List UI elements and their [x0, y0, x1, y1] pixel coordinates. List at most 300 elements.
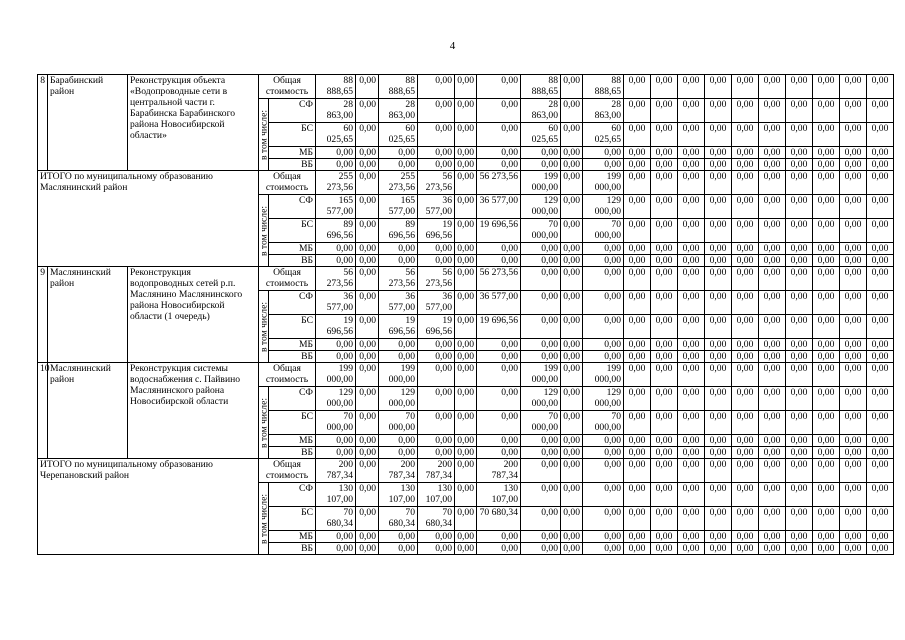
value-cell: 0,00	[418, 123, 455, 147]
value-cell: 0,00	[705, 291, 732, 315]
value-cell: 0,00	[759, 447, 786, 459]
value-cell: 0,00	[624, 147, 651, 159]
value-cell: 0,00	[356, 171, 379, 195]
value-cell: 0,00	[624, 447, 651, 459]
value-cell: 0,00	[379, 531, 418, 543]
value-cell: 0,00	[651, 435, 678, 447]
value-cell: 0,00	[561, 291, 583, 315]
value-cell: 0,00	[867, 387, 894, 411]
value-cell: 0,00	[840, 243, 867, 255]
value-cell: 0,00	[583, 315, 624, 339]
value-cell: 0,00	[356, 147, 379, 159]
value-cell: 0,00	[521, 267, 561, 291]
value-cell: 0,00	[455, 363, 477, 387]
value-cell: 0,00	[583, 291, 624, 315]
value-cell: 0,00	[678, 507, 705, 531]
value-cell: 0,00	[561, 339, 583, 351]
value-cell: 0,00	[455, 531, 477, 543]
value-cell: 0,00	[759, 315, 786, 339]
value-cell: 19 696,56	[418, 219, 455, 243]
value-cell: 0,00	[759, 255, 786, 267]
value-cell: 0,00	[813, 531, 840, 543]
value-cell: 0,00	[705, 531, 732, 543]
value-cell: 0,00	[867, 243, 894, 255]
value-cell: 0,00	[867, 447, 894, 459]
value-cell: 0,00	[705, 315, 732, 339]
value-cell: 0,00	[840, 411, 867, 435]
value-cell: 70 000,00	[521, 219, 561, 243]
value-cell: 0,00	[455, 267, 477, 291]
value-cell: 28 863,00	[583, 99, 624, 123]
source-label-sf: СФ	[269, 99, 316, 123]
value-cell: 0,00	[732, 351, 759, 363]
value-cell: 0,00	[624, 363, 651, 387]
value-cell: 0,00	[840, 339, 867, 351]
value-cell: 0,00	[732, 147, 759, 159]
value-cell: 199 000,00	[583, 363, 624, 387]
value-cell: 0,00	[759, 435, 786, 447]
value-cell: 0,00	[786, 543, 813, 555]
value-cell: 0,00	[561, 243, 583, 255]
value-cell: 0,00	[379, 447, 418, 459]
value-cell: 0,00	[867, 315, 894, 339]
value-cell: 0,00	[477, 147, 521, 159]
value-cell: 0,00	[786, 363, 813, 387]
value-cell: 0,00	[561, 447, 583, 459]
value-cell: 0,00	[678, 75, 705, 99]
value-cell: 0,00	[356, 363, 379, 387]
value-cell: 0,00	[840, 315, 867, 339]
district-name: Барабинский район	[48, 75, 128, 171]
value-cell: 0,00	[705, 507, 732, 531]
value-cell: 0,00	[356, 483, 379, 507]
value-cell: 19 696,56	[379, 315, 418, 339]
value-cell: 0,00	[651, 267, 678, 291]
value-cell: 0,00	[867, 291, 894, 315]
value-cell: 0,00	[867, 159, 894, 171]
value-cell: 0,00	[583, 267, 624, 291]
value-cell: 70 000,00	[583, 219, 624, 243]
value-cell: 0,00	[583, 435, 624, 447]
value-cell: 0,00	[786, 411, 813, 435]
including-label-cell	[259, 291, 269, 363]
value-cell: 0,00	[477, 99, 521, 123]
value-cell: 0,00	[624, 531, 651, 543]
value-cell: 0,00	[759, 159, 786, 171]
value-cell: 0,00	[651, 543, 678, 555]
value-cell: 0,00	[813, 411, 840, 435]
value-cell: 0,00	[651, 219, 678, 243]
value-cell: 0,00	[356, 459, 379, 483]
value-cell: 70 680,34	[379, 507, 418, 531]
value-cell: 0,00	[651, 195, 678, 219]
value-cell: 0,00	[477, 159, 521, 171]
value-cell: 0,00	[840, 123, 867, 147]
value-cell: 0,00	[813, 123, 840, 147]
source-label-vb: ВБ	[269, 351, 316, 363]
value-cell: 0,00	[732, 255, 759, 267]
value-cell: 0,00	[759, 123, 786, 147]
value-cell: 0,00	[583, 147, 624, 159]
value-cell: 199 000,00	[521, 363, 561, 387]
page-number: 4	[449, 40, 456, 52]
value-cell: 0,00	[455, 351, 477, 363]
value-cell: 0,00	[813, 315, 840, 339]
value-cell: 0,00	[759, 267, 786, 291]
value-cell: 0,00	[678, 447, 705, 459]
value-cell: 0,00	[867, 171, 894, 195]
value-cell: 0,00	[786, 507, 813, 531]
value-cell: 0,00	[705, 159, 732, 171]
value-cell: 0,00	[356, 291, 379, 315]
value-cell: 0,00	[786, 435, 813, 447]
value-cell: 165 577,00	[379, 195, 418, 219]
value-cell: 0,00	[759, 75, 786, 99]
value-cell: 0,00	[732, 159, 759, 171]
value-cell: 0,00	[813, 147, 840, 159]
value-cell: 0,00	[840, 459, 867, 483]
source-label-sf: СФ	[269, 195, 316, 219]
value-cell: 0,00	[678, 291, 705, 315]
funding-table	[37, 74, 894, 555]
value-cell: 199 000,00	[316, 363, 356, 387]
value-cell: 0,00	[786, 159, 813, 171]
value-cell: 0,00	[521, 291, 561, 315]
value-cell: 0,00	[786, 267, 813, 291]
value-cell: 70 000,00	[379, 411, 418, 435]
value-cell: 0,00	[521, 543, 561, 555]
value-cell: 88 888,65	[583, 75, 624, 99]
source-label-mb: МБ	[269, 435, 316, 447]
value-cell: 130 107,00	[418, 483, 455, 507]
value-cell: 0,00	[561, 267, 583, 291]
table-row	[38, 459, 894, 483]
value-cell: 0,00	[867, 435, 894, 447]
value-cell: 0,00	[561, 315, 583, 339]
value-cell: 0,00	[455, 255, 477, 267]
value-cell: 0,00	[418, 339, 455, 351]
value-cell: 0,00	[786, 75, 813, 99]
value-cell: 0,00	[477, 363, 521, 387]
value-cell: 0,00	[732, 459, 759, 483]
value-cell: 0,00	[477, 75, 521, 99]
value-cell: 0,00	[455, 195, 477, 219]
value-cell: 129 000,00	[521, 195, 561, 219]
value-cell: 0,00	[624, 351, 651, 363]
value-cell: 0,00	[455, 147, 477, 159]
value-cell: 0,00	[455, 75, 477, 99]
district-name: Маслянинский район	[48, 363, 128, 459]
value-cell: 199 000,00	[583, 171, 624, 195]
value-cell: 0,00	[705, 435, 732, 447]
value-cell: 0,00	[678, 459, 705, 483]
value-cell: 0,00	[316, 447, 356, 459]
value-cell: 0,00	[759, 543, 786, 555]
value-cell: 0,00	[705, 543, 732, 555]
value-cell: 0,00	[379, 435, 418, 447]
value-cell: 0,00	[678, 315, 705, 339]
value-cell: 0,00	[356, 219, 379, 243]
value-cell: 0,00	[583, 159, 624, 171]
value-cell: 130 107,00	[316, 483, 356, 507]
value-cell: 0,00	[651, 123, 678, 147]
value-cell: 0,00	[813, 195, 840, 219]
value-cell: 0,00	[651, 255, 678, 267]
value-cell: 0,00	[705, 123, 732, 147]
value-cell: 0,00	[840, 531, 867, 543]
value-cell: 0,00	[759, 483, 786, 507]
value-cell: 0,00	[418, 363, 455, 387]
value-cell: 0,00	[455, 159, 477, 171]
value-cell: 0,00	[813, 543, 840, 555]
value-cell: 0,00	[678, 147, 705, 159]
value-cell: 0,00	[705, 195, 732, 219]
value-cell: 70 680,34	[316, 507, 356, 531]
value-cell: 0,00	[705, 447, 732, 459]
value-cell: 0,00	[867, 351, 894, 363]
value-cell: 0,00	[624, 219, 651, 243]
value-cell: 0,00	[786, 147, 813, 159]
value-cell: 0,00	[561, 435, 583, 447]
value-cell: 0,00	[356, 543, 379, 555]
value-cell: 130 107,00	[477, 483, 521, 507]
value-cell: 0,00	[813, 267, 840, 291]
value-cell: 0,00	[316, 159, 356, 171]
value-cell: 0,00	[651, 531, 678, 543]
value-cell: 0,00	[759, 243, 786, 255]
value-cell: 0,00	[867, 75, 894, 99]
value-cell: 0,00	[356, 507, 379, 531]
value-cell: 0,00	[418, 99, 455, 123]
value-cell: 0,00	[867, 339, 894, 351]
value-cell: 0,00	[379, 159, 418, 171]
value-cell: 0,00	[561, 531, 583, 543]
value-cell: 88 888,65	[379, 75, 418, 99]
value-cell: 0,00	[583, 459, 624, 483]
value-cell: 0,00	[678, 267, 705, 291]
value-cell: 0,00	[840, 255, 867, 267]
value-cell: 0,00	[705, 411, 732, 435]
value-cell: 0,00	[624, 267, 651, 291]
value-cell: 0,00	[840, 483, 867, 507]
value-cell: 0,00	[561, 483, 583, 507]
value-cell: 0,00	[759, 171, 786, 195]
value-cell: 0,00	[624, 75, 651, 99]
value-cell: 0,00	[705, 483, 732, 507]
value-cell: 0,00	[455, 99, 477, 123]
value-cell: 0,00	[583, 339, 624, 351]
value-cell: 0,00	[356, 315, 379, 339]
value-cell: 0,00	[678, 435, 705, 447]
value-cell: 0,00	[840, 291, 867, 315]
value-cell: 0,00	[867, 123, 894, 147]
value-cell: 0,00	[477, 531, 521, 543]
value-cell: 0,00	[455, 123, 477, 147]
value-cell: 0,00	[561, 75, 583, 99]
value-cell: 0,00	[316, 255, 356, 267]
value-cell: 0,00	[813, 363, 840, 387]
value-cell: 0,00	[651, 411, 678, 435]
value-cell: 36 577,00	[418, 195, 455, 219]
value-cell: 0,00	[732, 531, 759, 543]
value-cell: 0,00	[624, 255, 651, 267]
value-cell: 0,00	[583, 531, 624, 543]
value-cell: 0,00	[356, 411, 379, 435]
value-cell: 0,00	[813, 219, 840, 243]
value-cell: 0,00	[316, 339, 356, 351]
value-cell: 0,00	[624, 243, 651, 255]
value-cell: 0,00	[455, 411, 477, 435]
value-cell: 0,00	[455, 459, 477, 483]
value-cell: 0,00	[705, 339, 732, 351]
source-label-mb: МБ	[269, 531, 316, 543]
value-cell: 0,00	[521, 507, 561, 531]
value-cell: 0,00	[651, 147, 678, 159]
value-cell: 0,00	[356, 387, 379, 411]
value-cell: 0,00	[561, 99, 583, 123]
value-cell: 60 025,65	[316, 123, 356, 147]
value-cell: 56 273,56	[418, 171, 455, 195]
value-cell: 0,00	[477, 243, 521, 255]
value-cell: 0,00	[840, 171, 867, 195]
value-cell: 0,00	[840, 147, 867, 159]
project-name: Реконструкция объекта «Водопроводные сети в центральной части г. Барабинска Барабинского района Новосибирской области»	[128, 75, 259, 171]
source-label-mb: МБ	[269, 339, 316, 351]
value-cell: 0,00	[356, 351, 379, 363]
value-cell: 0,00	[732, 243, 759, 255]
value-cell: 0,00	[786, 483, 813, 507]
value-cell: 19 696,56	[477, 219, 521, 243]
value-cell: 0,00	[477, 447, 521, 459]
value-cell: 0,00	[678, 351, 705, 363]
value-cell: 56 273,56	[379, 267, 418, 291]
project-name: Реконструкция системы водоснабжения с. Пайвино Маслянинского района Новосибирской области	[128, 363, 259, 459]
value-cell: 0,00	[624, 387, 651, 411]
value-cell: 0,00	[786, 99, 813, 123]
value-cell: 0,00	[455, 483, 477, 507]
value-cell: 0,00	[455, 447, 477, 459]
value-cell: 0,00	[759, 195, 786, 219]
value-cell: 0,00	[867, 195, 894, 219]
table-row	[38, 75, 894, 99]
value-cell: 0,00	[477, 435, 521, 447]
source-label-vb: ВБ	[269, 543, 316, 555]
value-cell: 0,00	[732, 435, 759, 447]
value-cell: 0,00	[379, 147, 418, 159]
value-cell: 0,00	[316, 351, 356, 363]
row-number: 8	[38, 75, 48, 171]
value-cell: 0,00	[651, 507, 678, 531]
value-cell: 0,00	[356, 531, 379, 543]
value-cell: 0,00	[786, 447, 813, 459]
value-cell: 0,00	[356, 447, 379, 459]
source-label-vb: ВБ	[269, 255, 316, 267]
value-cell: 0,00	[705, 75, 732, 99]
value-cell: 0,00	[455, 219, 477, 243]
value-cell: 0,00	[732, 543, 759, 555]
value-cell: 0,00	[624, 339, 651, 351]
value-cell: 0,00	[521, 459, 561, 483]
value-cell: 0,00	[521, 351, 561, 363]
value-cell: 70 680,34	[418, 507, 455, 531]
value-cell: 0,00	[678, 243, 705, 255]
value-cell: 0,00	[561, 459, 583, 483]
value-cell: 36 577,00	[477, 291, 521, 315]
value-cell: 0,00	[356, 255, 379, 267]
value-cell: 0,00	[786, 243, 813, 255]
value-cell: 0,00	[418, 543, 455, 555]
value-cell: 0,00	[732, 315, 759, 339]
value-cell: 0,00	[316, 543, 356, 555]
value-cell: 199 000,00	[379, 363, 418, 387]
value-cell: 0,00	[561, 159, 583, 171]
value-cell: 0,00	[418, 411, 455, 435]
value-cell: 0,00	[786, 339, 813, 351]
value-cell: 0,00	[379, 339, 418, 351]
value-cell: 0,00	[418, 351, 455, 363]
value-cell: 0,00	[651, 75, 678, 99]
value-cell: 0,00	[379, 351, 418, 363]
value-cell: 0,00	[867, 255, 894, 267]
source-label-bs: БС	[269, 411, 316, 435]
value-cell: 0,00	[561, 171, 583, 195]
value-cell: 0,00	[561, 123, 583, 147]
value-cell: 0,00	[840, 351, 867, 363]
value-cell: 0,00	[840, 543, 867, 555]
value-cell: 0,00	[705, 387, 732, 411]
source-label-vb: ВБ	[269, 159, 316, 171]
value-cell: 0,00	[732, 447, 759, 459]
value-cell: 0,00	[678, 219, 705, 243]
value-cell: 0,00	[678, 159, 705, 171]
value-cell: 0,00	[813, 99, 840, 123]
value-cell: 0,00	[583, 447, 624, 459]
value-cell: 70 680,34	[477, 507, 521, 531]
value-cell: 0,00	[867, 99, 894, 123]
value-cell: 0,00	[418, 147, 455, 159]
value-cell: 0,00	[455, 315, 477, 339]
value-cell: 0,00	[356, 123, 379, 147]
value-cell: 0,00	[813, 339, 840, 351]
value-cell: 0,00	[561, 351, 583, 363]
value-cell: 129 000,00	[379, 387, 418, 411]
source-label-vb: ВБ	[269, 447, 316, 459]
value-cell: 0,00	[786, 123, 813, 147]
value-cell: 0,00	[583, 483, 624, 507]
value-cell: 0,00	[455, 243, 477, 255]
value-cell: 0,00	[418, 159, 455, 171]
value-cell: 0,00	[651, 363, 678, 387]
value-cell: 0,00	[813, 435, 840, 447]
value-cell: 0,00	[867, 507, 894, 531]
value-cell: 0,00	[678, 171, 705, 195]
value-cell: 0,00	[732, 291, 759, 315]
value-cell: 0,00	[732, 507, 759, 531]
value-cell: 0,00	[521, 147, 561, 159]
value-cell: 0,00	[732, 387, 759, 411]
value-cell: 0,00	[732, 99, 759, 123]
value-cell: 0,00	[561, 219, 583, 243]
value-cell: 0,00	[678, 363, 705, 387]
value-cell: 0,00	[418, 447, 455, 459]
value-cell: 0,00	[678, 255, 705, 267]
value-cell: 0,00	[678, 531, 705, 543]
value-cell: 0,00	[651, 159, 678, 171]
value-cell: 0,00	[786, 291, 813, 315]
value-cell: 0,00	[813, 351, 840, 363]
value-cell: 0,00	[477, 351, 521, 363]
value-cell: 0,00	[840, 387, 867, 411]
